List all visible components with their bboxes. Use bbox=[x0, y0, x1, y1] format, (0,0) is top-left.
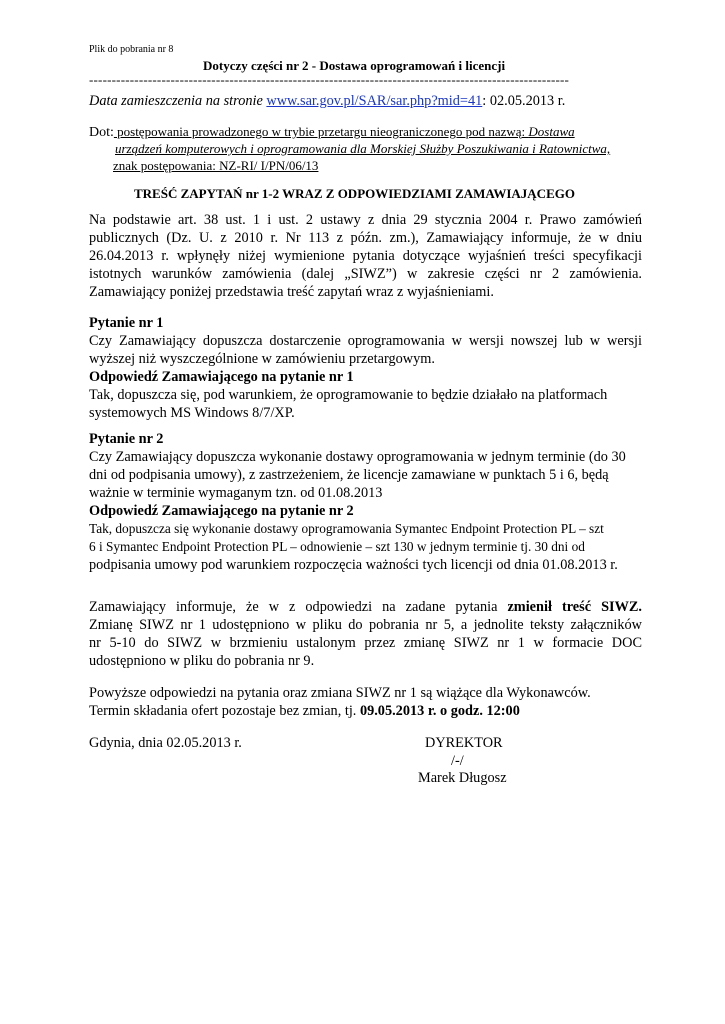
download-file-label: Plik do pobrania nr 8 bbox=[89, 44, 174, 55]
signatory-role: DYREKTOR bbox=[425, 735, 503, 751]
change-line-text: Zamawiający informuje, że w z odpowiedzi na zadane pytania bbox=[89, 599, 508, 615]
publication-date: : 02.05.2013 r. bbox=[482, 93, 566, 109]
question-1-line: Czy Zamawiający dopuszcza dostarczenie oprogramowania w wersji nowszej lub w wersji bbox=[89, 333, 642, 349]
change-line: Zmianę SIWZ nr 1 udostępniono w pliku do pobrania nr 5, a jednolite teksty załączników bbox=[89, 617, 642, 633]
deadline-line bbox=[89, 702, 642, 720]
question-2-line: dni od podpisania umowy), z zastrzeżeniem, że licencje zamawiane w punktach 5 i 6, będą bbox=[89, 467, 609, 483]
deadline-text: Termin składania ofert pozostaje bez zmian, tj. bbox=[89, 703, 360, 719]
main-heading: TREŚĆ ZAPYTAŃ nr 1-2 WRAZ Z ODPOWIEDZIAMI ZAMAWIAJĄCEGO bbox=[134, 186, 575, 201]
intro-paragraph bbox=[89, 211, 642, 301]
signatory-name: Marek Długosz bbox=[418, 770, 507, 786]
reference-title-part-1: Dostawa bbox=[528, 124, 575, 139]
question-1-line: wyższej niż wyszczególnione w zamówieniu przetargowym. bbox=[89, 351, 435, 367]
signature-mark: /-/ bbox=[451, 753, 464, 769]
question-1-block bbox=[89, 314, 642, 422]
intro-line: 26.04.2013 r. wpłynęły niżej wymienione pytania dotyczące wyjaśnień treści specyfikacji bbox=[89, 248, 642, 264]
reference-title-part-2: urządzeń komputerowych i oprogramowania dla Morskiej Służby Poszukiwania i Ratownictwa, bbox=[115, 141, 611, 156]
binding-line: Powyższe odpowiedzi na pytania oraz zmiana SIWZ nr 1 są wiążące dla Wykonawców. bbox=[89, 685, 591, 701]
answer-2-line: podpisania umowy pod warunkiem rozpoczęcia ważności tych licencji od dnia 01.08.2013 r. bbox=[89, 557, 618, 573]
deadline-value: 09.05.2013 r. o godz. 12:00 bbox=[359, 703, 520, 719]
question-2-title: Pytanie nr 2 bbox=[89, 431, 164, 447]
question-2-block bbox=[89, 430, 642, 574]
answer-2-title: Odpowiedź Zamawiającego na pytanie nr 2 bbox=[89, 503, 354, 519]
intro-line: Na podstawie art. 38 ust. 1 i ust. 2 ustawy z dnia 29 stycznia 2004 r. Prawo zamówień bbox=[89, 212, 642, 228]
header-separator: ---------------------------------------------------------------------------------------------------------- bbox=[89, 72, 570, 87]
change-line-bold: zmienił treść SIWZ. bbox=[507, 599, 642, 615]
intro-line: Zamawiający poniżej przedstawia treść zapytań wraz z wyjaśnieniami. bbox=[89, 284, 494, 300]
reference-label: Dot: bbox=[89, 125, 114, 140]
change-line bbox=[89, 598, 642, 616]
change-line: udostępniono w pliku do pobrania nr 9. bbox=[89, 653, 315, 669]
answer-2-line: 6 i Symantec Endpoint Protection PL – odnowienie – szt 130 w jednym terminie tj. 30 dni od bbox=[89, 539, 585, 554]
publication-line bbox=[89, 92, 565, 110]
question-1-title: Pytanie nr 1 bbox=[89, 315, 164, 331]
change-line: nr 5-10 do SIWZ w brzmieniu ustalonym przez zmianę SIWZ nr 1 w formacie DOC bbox=[89, 635, 642, 651]
question-2-line: Czy Zamawiający dopuszcza wykonanie dostawy oprogramowania w jednym terminie (do 30 bbox=[89, 449, 626, 465]
reference-case-number: znak postępowania: NZ-RI/ I/PN/06/13 bbox=[113, 158, 319, 173]
intro-line: istotnych warunków zamówienia (dalej „SIWZ”) w zakresie części nr 2 zamówienia. bbox=[89, 266, 642, 282]
question-2-line: ważnie w terminie wymaganym tzn. od 01.08.2013 bbox=[89, 485, 383, 501]
intro-line: publicznych (Dz. U. z 2010 r. Nr 113 z późn. zm.), Zamawiający informuje, że w dniu bbox=[89, 230, 642, 246]
document-subject: Dotyczy części nr 2 - Dostawa oprogramowań i licencji bbox=[203, 58, 506, 73]
answer-1-title: Odpowiedź Zamawiającego na pytanie nr 1 bbox=[89, 369, 354, 385]
reference-intro: postępowania prowadzonego w trybie przetargu nieograniczonego pod nazwą: bbox=[113, 124, 529, 139]
answer-2-line: Tak, dopuszcza się wykonanie dostawy oprogramowania Symantec Endpoint Protection PL – szt bbox=[89, 521, 604, 536]
publication-url-link[interactable]: www.sar.gov.pl/SAR/sar.php?mid=41 bbox=[266, 93, 483, 109]
answer-1-line: Tak, dopuszcza się, pod warunkiem, że oprogramowanie to będzie działało na platformach bbox=[89, 387, 608, 403]
answer-1-line: systemowych MS Windows 8/7/XP. bbox=[89, 405, 295, 421]
place-and-date: Gdynia, dnia 02.05.2013 r. bbox=[89, 735, 242, 751]
publication-prefix: Data zamieszczenia na stronie bbox=[89, 93, 267, 109]
siwz-change-paragraph bbox=[89, 598, 642, 670]
binding-paragraph bbox=[89, 684, 642, 720]
